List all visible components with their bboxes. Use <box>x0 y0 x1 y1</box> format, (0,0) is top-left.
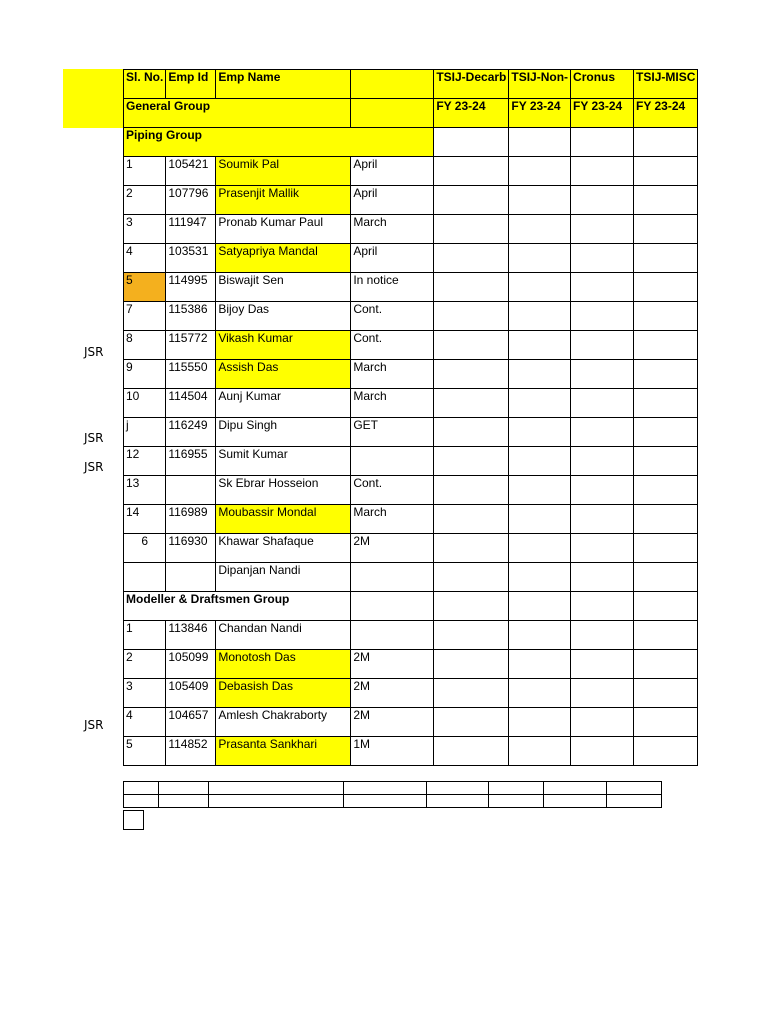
cell[interactable] <box>434 244 509 273</box>
emp-name-cell[interactable]: Aunj Kumar <box>216 389 351 418</box>
table-row <box>124 505 698 534</box>
cell[interactable] <box>634 360 698 389</box>
cell[interactable] <box>571 447 634 476</box>
table-row <box>124 418 698 447</box>
status-cell[interactable]: 2M <box>351 708 434 737</box>
sl-cell[interactable]: 1 <box>124 157 166 186</box>
emp-name-cell[interactable]: Soumik Pal <box>216 157 351 186</box>
cell[interactable] <box>509 650 571 679</box>
cell[interactable] <box>509 215 571 244</box>
table-row <box>124 563 698 592</box>
cell[interactable] <box>509 708 571 737</box>
cell[interactable] <box>509 737 571 766</box>
sl-cell[interactable]: j <box>124 418 166 447</box>
fy-cell[interactable]: FY 23-24 <box>634 99 698 128</box>
header-blank[interactable] <box>351 70 434 99</box>
emp-name-cell[interactable]: Bijoy Das <box>216 302 351 331</box>
cell[interactable] <box>634 215 698 244</box>
sl-cell[interactable]: 14 <box>124 505 166 534</box>
status-cell[interactable]: Cont. <box>351 476 434 505</box>
emp-id-cell[interactable] <box>166 563 216 592</box>
cell[interactable] <box>351 99 434 128</box>
status-cell[interactable]: March <box>351 505 434 534</box>
emp-id-cell[interactable]: 107796 <box>166 186 216 215</box>
status-cell[interactable]: Cont. <box>351 302 434 331</box>
emp-name-cell[interactable]: Sk Ebrar Hosseion <box>216 476 351 505</box>
header-tsij-decarb[interactable]: TSIJ-Decarb <box>434 70 509 99</box>
cell[interactable] <box>571 360 634 389</box>
status-cell[interactable] <box>351 563 434 592</box>
cell[interactable] <box>607 782 662 795</box>
cell[interactable] <box>634 273 698 302</box>
emp-name-cell[interactable]: Moubassir Mondal <box>216 505 351 534</box>
status-cell[interactable]: 2M <box>351 534 434 563</box>
sl-cell[interactable]: 8 <box>124 331 166 360</box>
status-cell[interactable]: GET <box>351 418 434 447</box>
cell[interactable] <box>509 534 571 563</box>
employee-table <box>123 69 698 766</box>
cell[interactable] <box>509 360 571 389</box>
cell[interactable] <box>434 273 509 302</box>
emp-id-cell[interactable]: 115550 <box>166 360 216 389</box>
sl-cell[interactable]: 3 <box>124 215 166 244</box>
table-row <box>124 215 698 244</box>
sl-cell[interactable]: 2 <box>124 186 166 215</box>
empty-row <box>124 795 662 808</box>
emp-id-cell[interactable]: 105409 <box>166 679 216 708</box>
status-cell[interactable]: March <box>351 389 434 418</box>
location-label: JSR <box>84 718 104 732</box>
cell[interactable] <box>434 360 509 389</box>
table-row <box>124 650 698 679</box>
cell[interactable] <box>344 782 427 795</box>
cell[interactable] <box>434 447 509 476</box>
emp-id-cell[interactable]: 103531 <box>166 244 216 273</box>
cell[interactable] <box>434 302 509 331</box>
cell[interactable] <box>159 782 209 795</box>
highlight-block <box>63 69 124 128</box>
emp-id-cell[interactable]: 105421 <box>166 157 216 186</box>
table-row <box>124 447 698 476</box>
cell[interactable] <box>434 331 509 360</box>
table-row <box>124 186 698 215</box>
cell[interactable] <box>571 389 634 418</box>
empty-row <box>124 782 662 795</box>
table-row <box>124 737 698 766</box>
cell[interactable] <box>544 795 607 808</box>
cell[interactable] <box>509 389 571 418</box>
emp-id-cell[interactable]: 114995 <box>166 273 216 302</box>
table-row <box>124 244 698 273</box>
table-row <box>124 360 698 389</box>
cell[interactable] <box>159 795 209 808</box>
emp-name-cell[interactable]: Chandan Nandi <box>216 621 351 650</box>
emp-name-cell[interactable]: Dipanjan Nandi <box>216 563 351 592</box>
cell[interactable] <box>571 737 634 766</box>
fy-cell[interactable]: FY 23-24 <box>434 99 509 128</box>
cell[interactable] <box>571 534 634 563</box>
cell[interactable] <box>434 679 509 708</box>
cell[interactable] <box>509 679 571 708</box>
emp-id-cell[interactable]: 104657 <box>166 708 216 737</box>
cell[interactable] <box>571 650 634 679</box>
piping-group-title[interactable]: Piping Group <box>124 128 434 157</box>
status-cell[interactable]: Cont. <box>351 331 434 360</box>
emp-name-cell[interactable]: Prasanta Sankhari <box>216 737 351 766</box>
emp-name-cell[interactable]: Amlesh Chakraborty <box>216 708 351 737</box>
cell[interactable] <box>434 621 509 650</box>
table-row <box>124 157 698 186</box>
table-row <box>124 679 698 708</box>
header-tsij-misc[interactable]: TSIJ-MISC <box>634 70 698 99</box>
cell[interactable] <box>571 331 634 360</box>
cell[interactable] <box>634 418 698 447</box>
subheader-row <box>124 99 698 128</box>
sl-cell[interactable]: 5 <box>124 273 166 302</box>
emp-id-cell[interactable]: 116989 <box>166 505 216 534</box>
cell[interactable] <box>434 592 509 621</box>
cell[interactable] <box>209 782 344 795</box>
cell[interactable] <box>434 650 509 679</box>
cell[interactable] <box>509 621 571 650</box>
cell[interactable] <box>571 273 634 302</box>
status-cell[interactable] <box>351 447 434 476</box>
emp-id-cell[interactable]: 115386 <box>166 302 216 331</box>
sl-cell[interactable]: 5 <box>124 737 166 766</box>
status-cell[interactable] <box>351 621 434 650</box>
emp-name-cell[interactable]: Satyapriya Mandal <box>216 244 351 273</box>
table-row <box>124 273 698 302</box>
cell[interactable] <box>634 737 698 766</box>
cell[interactable] <box>634 447 698 476</box>
sl-cell[interactable]: 13 <box>124 476 166 505</box>
cell[interactable] <box>571 563 634 592</box>
emp-name-cell[interactable]: Assish Das <box>216 360 351 389</box>
cell[interactable] <box>509 592 571 621</box>
fy-cell[interactable]: FY 23-24 <box>571 99 634 128</box>
status-cell[interactable]: 2M <box>351 679 434 708</box>
header-sl-no[interactable]: Sl. No. <box>124 70 166 99</box>
header-emp-name[interactable]: Emp Name <box>216 70 351 99</box>
status-cell[interactable]: April <box>351 157 434 186</box>
cell[interactable] <box>434 186 509 215</box>
cell[interactable] <box>634 563 698 592</box>
emp-id-cell[interactable] <box>166 476 216 505</box>
cell[interactable] <box>434 534 509 563</box>
cell[interactable] <box>124 795 159 808</box>
table-row <box>124 534 698 563</box>
group-title-row <box>124 592 698 621</box>
group-title-row <box>124 128 698 157</box>
sl-cell[interactable]: 3 <box>124 679 166 708</box>
cell[interactable] <box>509 186 571 215</box>
cell[interactable] <box>509 418 571 447</box>
sl-cell[interactable]: 4 <box>124 708 166 737</box>
location-label: JSR <box>84 431 104 445</box>
cell[interactable] <box>634 302 698 331</box>
cell[interactable] <box>344 795 427 808</box>
general-group-label[interactable]: General Group <box>124 99 351 128</box>
cell[interactable] <box>489 782 544 795</box>
cell[interactable] <box>634 708 698 737</box>
cell[interactable] <box>509 244 571 273</box>
cell[interactable] <box>427 795 489 808</box>
cell[interactable] <box>544 782 607 795</box>
sl-cell[interactable]: 6 <box>124 534 166 563</box>
cell[interactable] <box>634 157 698 186</box>
cell[interactable] <box>634 331 698 360</box>
cell[interactable] <box>634 621 698 650</box>
cell[interactable] <box>509 157 571 186</box>
table-row <box>124 389 698 418</box>
emp-name-cell[interactable]: Vikash Kumar <box>216 331 351 360</box>
cell[interactable] <box>571 476 634 505</box>
emp-id-cell[interactable]: 115772 <box>166 331 216 360</box>
status-cell[interactable]: 1M <box>351 737 434 766</box>
cell[interactable] <box>434 128 509 157</box>
cell[interactable] <box>634 244 698 273</box>
sl-cell[interactable]: 10 <box>124 389 166 418</box>
cell[interactable] <box>434 157 509 186</box>
emp-name-cell[interactable]: Prasenjit Mallik <box>216 186 351 215</box>
cell[interactable] <box>434 418 509 447</box>
header-row <box>124 70 698 99</box>
cell[interactable] <box>209 795 344 808</box>
location-label: JSR <box>84 345 104 359</box>
emp-id-cell[interactable]: 114852 <box>166 737 216 766</box>
emp-name-cell[interactable]: Sumit Kumar <box>216 447 351 476</box>
cell[interactable] <box>571 215 634 244</box>
sl-cell[interactable]: 4 <box>124 244 166 273</box>
cell[interactable] <box>509 447 571 476</box>
status-cell[interactable]: March <box>351 215 434 244</box>
emp-id-cell[interactable]: 116930 <box>166 534 216 563</box>
cell[interactable] <box>571 505 634 534</box>
cell[interactable] <box>571 244 634 273</box>
cell[interactable] <box>434 563 509 592</box>
cell[interactable] <box>607 795 662 808</box>
cell[interactable] <box>634 505 698 534</box>
sl-cell[interactable]: 12 <box>124 447 166 476</box>
modeller-group-title[interactable]: Modeller & Draftsmen Group <box>124 592 351 621</box>
status-cell[interactable]: In notice <box>351 273 434 302</box>
cell[interactable] <box>571 621 634 650</box>
header-tsij-non[interactable]: TSIJ-Non- <box>509 70 571 99</box>
cell[interactable] <box>571 418 634 447</box>
emp-name-cell[interactable]: Pronab Kumar Paul <box>216 215 351 244</box>
cell[interactable] <box>571 592 634 621</box>
header-emp-id[interactable]: Emp Id <box>166 70 216 99</box>
table-row <box>124 302 698 331</box>
cell[interactable] <box>634 389 698 418</box>
cell[interactable] <box>434 389 509 418</box>
cell[interactable] <box>351 592 434 621</box>
emp-id-cell[interactable]: 105099 <box>166 650 216 679</box>
cell[interactable] <box>509 273 571 302</box>
status-cell[interactable]: April <box>351 186 434 215</box>
sl-cell[interactable]: 2 <box>124 650 166 679</box>
empty-cell-box[interactable] <box>123 810 144 830</box>
cell[interactable] <box>634 650 698 679</box>
sl-cell[interactable]: 7 <box>124 302 166 331</box>
emp-name-cell[interactable]: Khawar Shafaque <box>216 534 351 563</box>
cell[interactable] <box>571 302 634 331</box>
cell[interactable] <box>434 737 509 766</box>
cell[interactable] <box>489 795 544 808</box>
cell[interactable] <box>509 476 571 505</box>
emp-id-cell[interactable]: 114504 <box>166 389 216 418</box>
emp-name-cell[interactable]: Dipu Singh <box>216 418 351 447</box>
emp-name-cell[interactable]: Debasish Das <box>216 679 351 708</box>
cell[interactable] <box>434 215 509 244</box>
table-row <box>124 476 698 505</box>
cell[interactable] <box>124 782 159 795</box>
cell[interactable] <box>571 128 634 157</box>
cell[interactable] <box>509 563 571 592</box>
table-row <box>124 621 698 650</box>
cell[interactable] <box>634 534 698 563</box>
cell[interactable] <box>434 708 509 737</box>
cell[interactable] <box>571 186 634 215</box>
cell[interactable] <box>634 592 698 621</box>
fy-cell[interactable]: FY 23-24 <box>509 99 571 128</box>
emp-name-cell[interactable]: Biswajit Sen <box>216 273 351 302</box>
cell[interactable] <box>509 302 571 331</box>
location-label: JSR <box>84 460 104 474</box>
cell[interactable] <box>571 157 634 186</box>
cell[interactable] <box>434 476 509 505</box>
status-cell[interactable]: April <box>351 244 434 273</box>
sl-cell[interactable]: 9 <box>124 360 166 389</box>
emp-id-cell[interactable]: 116249 <box>166 418 216 447</box>
cell[interactable] <box>634 186 698 215</box>
emp-name-cell[interactable]: Monotosh Das <box>216 650 351 679</box>
cell[interactable] <box>509 128 571 157</box>
sl-cell[interactable]: 1 <box>124 621 166 650</box>
cell[interactable] <box>509 505 571 534</box>
table-row <box>124 331 698 360</box>
cell[interactable] <box>571 679 634 708</box>
emp-id-cell[interactable]: 113846 <box>166 621 216 650</box>
cell[interactable] <box>634 679 698 708</box>
cell[interactable] <box>634 128 698 157</box>
cell[interactable] <box>427 782 489 795</box>
cell[interactable] <box>571 708 634 737</box>
sl-cell[interactable] <box>124 563 166 592</box>
status-cell[interactable]: March <box>351 360 434 389</box>
footer-grid <box>123 781 662 808</box>
emp-id-cell[interactable]: 111947 <box>166 215 216 244</box>
status-cell[interactable]: 2M <box>351 650 434 679</box>
header-cronus[interactable]: Cronus <box>571 70 634 99</box>
table-row <box>124 708 698 737</box>
cell[interactable] <box>434 505 509 534</box>
cell[interactable] <box>509 331 571 360</box>
emp-id-cell[interactable]: 116955 <box>166 447 216 476</box>
cell[interactable] <box>634 476 698 505</box>
